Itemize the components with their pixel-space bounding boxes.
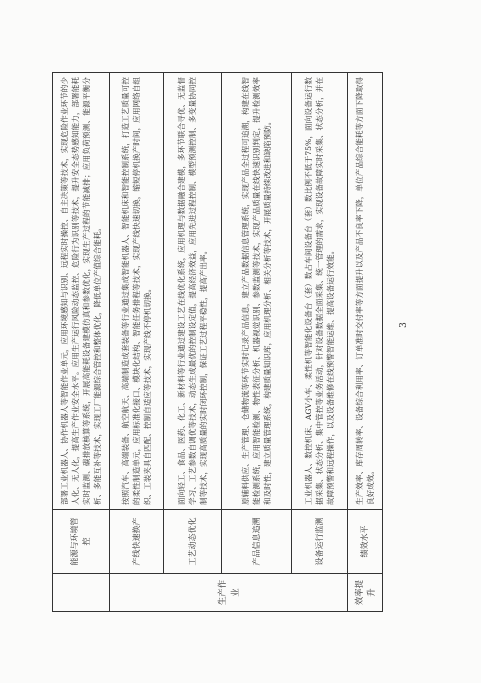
row-label-traceability: 产品信息追溯	[222, 510, 292, 574]
row-label-device-monitor: 设备运行监测	[292, 510, 348, 574]
row-sublabel-energy: 能源与环境管控	[53, 510, 110, 574]
row-label-energy	[53, 574, 110, 612]
table-row	[110, 73, 164, 612]
group-label-efficiency: 效率提升	[348, 574, 383, 612]
table-row	[348, 73, 383, 612]
table-row	[53, 73, 110, 612]
row-label-performance: 绩效水平	[348, 510, 383, 574]
row-label-process-opt: 工艺动态优化	[164, 510, 222, 574]
row-text-process-opt: 面向轻工、食品、医药、化工、新材料等行业通过建设工艺在线优化系统，应用机理与数据融合建模，多环节联合寻优、无监督学习、工艺参数自调优等技术，动态生成最优的控制设定值，提高经济效益，应用先进过程控制、模型预测控制、多变量协同控制等技术，实现高质量的实时闭环控制，保证工艺过程平稳性，提高产出率。	[164, 73, 222, 510]
table-row	[164, 73, 222, 612]
row-text-energy: 部署工业机器人、协作机器人等智能作业单元，应用环境感知与识别、远程实时操控、自主决策等技术，实现危险作业环节的少人化、无人化，提高生产作业安全水平。应用生产运行风险动态监控、危险行为识别等技术，提升安全态势感知能力，部署能耗实时监测、碳排放核算等系统，开展高能耗设备建模仿真和参数优化，实现生产过程的节能减排；应用负荷预测、能源平衡分析、多能互补等技术，实现工厂能源综合管控和整体优化，降低单位产值综合能耗。	[53, 73, 110, 510]
row-text-device-monitor: 工业机器人、数控机床、AGV小车、柔性机等智能化设备台（套）数占车间设备台（套）数比例不低于75%，面向设备运行数据采集、状态分析、集中管控等业务活动，针对设备数据全面采集、统一管理的需求，实现设备故障实时采集、状态分析，并在故障预警和远程操作，以及设备维修在线预警智能运维、提高设备运行效能。	[292, 73, 348, 510]
page-number: 3	[399, 322, 409, 328]
table-row	[292, 73, 348, 612]
table-row	[222, 73, 292, 612]
row-text-performance: 生产效率、库存周转率、设备综合利用率、订单准时交付率等方面提升以及产品不良率下降，单位产品综合能耗等方面下降取得良好成效。	[348, 73, 383, 510]
group-label-production: 生产作业	[110, 574, 348, 612]
row-text-changeover: 按照汽车、高端装备、航空航天、高端制造成套装备等行业通过集成智能机器人、智能机床和智能控制系统，打造工艺质量可控的柔性制造单元，应用标准化接口、模块化结构、智能任务排程等技术，实现产线快速切换，缩短停机换产时间，应用网络自组织、工装夹具自匹配、控制自适应等技术，实现产线不停机切换。	[110, 73, 164, 510]
rotated-table-wrapper	[52, 72, 382, 612]
row-text-traceability: 原辅料供应、生产管理、仓储物流等环节实时记录产品信息，建立产品数据信息管理系统，实现产品全过程可追溯，构建在线智能检测系统，应用智能检测、物性表征分析、机器视觉识别、参数监测等技术，实现产品质量在线快速识别判定，提升检测效率和及时性，建立质量管理系统，构建质量知识库，应用机理分析、相关分析等技术，开展质量持续改进和缺陷预防。	[222, 73, 292, 510]
row-label-changeover: 产线快速换产	[110, 510, 164, 574]
requirements-table	[52, 72, 383, 612]
